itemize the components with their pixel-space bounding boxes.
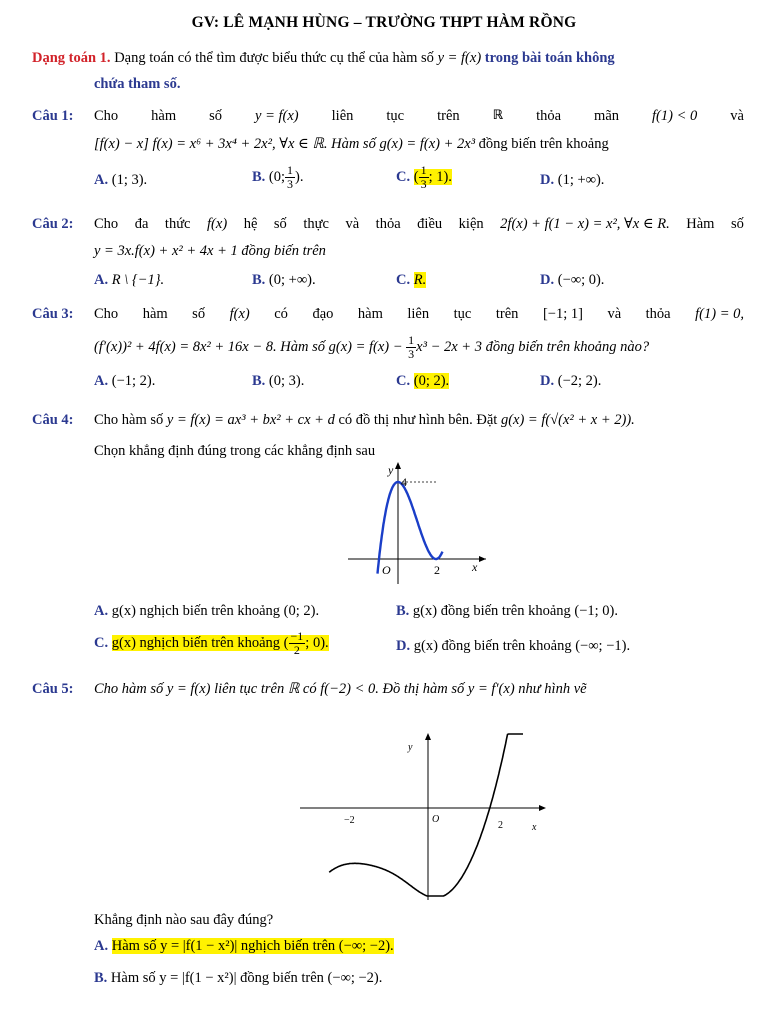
q1-line-2 [94, 136, 609, 153]
section-text-2: trong bài toán không [481, 50, 615, 66]
q4-line-1 [94, 412, 635, 429]
option-key: B. [252, 272, 266, 288]
q5-y-label: y [408, 742, 413, 753]
option-key: A. [94, 272, 109, 288]
q2-option-a[interactable] [94, 272, 164, 289]
denominator: 3 [287, 177, 294, 191]
option-text: (0; +∞). [268, 272, 316, 288]
q1-formula: y = f(x) [255, 108, 299, 124]
q3-option-a[interactable] [94, 373, 155, 390]
q1-word: liên [331, 108, 354, 124]
q4-tick-2: 2 [434, 563, 440, 577]
option-text: (−2; 2). [557, 373, 602, 389]
q2-word: số [273, 216, 287, 232]
q5-derivative-graph [300, 730, 550, 900]
numerator: 1 [408, 333, 415, 347]
option-key: C. [396, 272, 411, 288]
q1-label: Câu 1: [32, 108, 74, 124]
q1-equation: [f(x) − x] f(x) = x⁶ + 3x⁴ + 2x², ∀x ∈ ℝ. Hàm số [94, 136, 380, 152]
q1-real-set: ℝ [492, 108, 504, 123]
option-key: A. [94, 938, 109, 954]
option-text: Hàm số y = |f(1 − x²)| nghịch biến trên (−∞; −2). [111, 938, 394, 954]
q5-tick-neg2: −2 [344, 815, 355, 826]
q1-option-d[interactable] [540, 172, 604, 189]
q1-condition: f(1) < 0 [652, 108, 698, 124]
option-text: ; 1). [428, 168, 452, 185]
q2-word: số [730, 216, 744, 232]
q1-option-c[interactable] [396, 164, 452, 191]
q4-option-c[interactable] [94, 630, 329, 657]
q2-word: kiện [458, 216, 484, 232]
q3-word: đạo [312, 306, 334, 322]
q5-question: Khẳng định nào sau đây đúng? [94, 912, 274, 928]
q4-label: Câu 4: [32, 412, 74, 428]
q3-option-b[interactable] [252, 373, 304, 390]
option-text: R. [413, 272, 427, 288]
option-key: D. [396, 638, 411, 654]
section-title [32, 50, 615, 67]
option-key: D. [540, 172, 555, 188]
q3-label: Câu 3: [32, 306, 74, 322]
option-text: ; 0). [305, 634, 329, 651]
q1-word: trên [437, 108, 460, 124]
q1-word: số [209, 108, 223, 124]
page-header: GV: LÊ MẠNH HÙNG – TRƯỜNG THPT HÀM RỒNG [191, 14, 577, 31]
q1-line-1 [94, 108, 744, 125]
denominator: 3 [408, 347, 415, 361]
q5-option-b[interactable] [94, 970, 382, 987]
q3-option-c[interactable] [396, 373, 449, 390]
q2-word: hệ [243, 216, 258, 232]
q3-interval: [−1; 1] [542, 306, 583, 322]
option-text: g(x) đồng biến trên khoảng (−∞; −1). [413, 638, 631, 654]
q3-equation: (f′(x))² + 4f(x) = 8x² + 16x − 8. Hàm số g(x) = f(x) − [94, 338, 407, 355]
q4-option-b[interactable] [396, 603, 618, 620]
q3-text: x³ − 2x + 3 đồng biến trên khoảng nào? [416, 338, 650, 355]
option-text: Hàm số y = |f(1 − x²)| đồng biến trên (−∞; −2). [110, 970, 383, 986]
q2-word: Hàm [686, 216, 715, 232]
q3-word: hàm [357, 306, 383, 322]
q3-word: trên [495, 306, 519, 322]
q2-word: thức [164, 216, 191, 232]
q5-x-arrow-icon [539, 805, 546, 811]
q1-word: thỏa [536, 108, 562, 124]
option-text: ( [413, 168, 419, 185]
q3-line-1 [94, 306, 744, 323]
fraction [406, 334, 416, 361]
q2-option-c[interactable] [396, 272, 426, 289]
q4-x-label: x [472, 560, 478, 574]
option-text: (−∞; 0). [557, 272, 605, 288]
q2-option-b[interactable] [252, 272, 316, 289]
q1-option-b[interactable] [252, 164, 304, 191]
fraction [285, 164, 295, 191]
q5-line-1: Cho hàm số y = f(x) liên tục trên ℝ có f(−2) < 0. Đồ thị hàm số y = f′(x) như hình vẽ [94, 681, 587, 697]
q3-word: tục [453, 306, 472, 322]
numerator: −1 [290, 629, 304, 643]
q1-word: hàm [151, 108, 177, 124]
option-key: C. [396, 373, 411, 389]
q3-word: hàm [142, 306, 168, 322]
q2-word: Cho [94, 216, 119, 232]
option-text: g(x) nghịch biến trên khoảng (0; 2). [111, 603, 320, 619]
section-text-1: Dạng toán có thể tìm được biểu thức cụ thể của hàm số [110, 50, 438, 66]
option-text: g(x) nghịch biến trên khoảng ( [111, 634, 289, 651]
q2-word: thỏa [375, 216, 401, 232]
option-key: B. [396, 603, 410, 619]
q1-function-g: g(x) = f(x) + 2x³ [379, 136, 476, 152]
q5-origin-label: O [432, 814, 440, 825]
option-text: (1; +∞). [557, 172, 605, 188]
q5-derivative-curve [329, 734, 523, 896]
q4-y-label: y [388, 463, 394, 477]
q4-option-d[interactable] [396, 638, 630, 655]
q3-condition: f(1) = 0, [695, 306, 744, 322]
q4-x-arrow-icon [479, 556, 486, 562]
q4-cubic-graph [348, 460, 488, 585]
option-key: A. [94, 172, 109, 188]
q4-text: Cho hàm số [94, 412, 167, 428]
option-text: g(x) đồng biến trên khoảng (−1; 0). [412, 603, 619, 619]
q4-option-a[interactable] [94, 603, 319, 620]
q1-word: Cho [94, 108, 119, 124]
fraction [289, 630, 306, 657]
q2-line-1 [94, 216, 744, 233]
q3-word: Cho [94, 306, 119, 322]
q4-function: y = f(x) = ax³ + bx² + cx + d [166, 412, 335, 428]
q5-x-label: x [532, 822, 537, 833]
q2-word: và [345, 216, 360, 232]
q1-text: đồng biến trên khoảng [475, 136, 609, 152]
q3-word: và [607, 306, 622, 322]
section-label: Dạng toán 1. [32, 50, 111, 66]
q5-tick-2: 2 [498, 820, 503, 831]
option-key: D. [540, 272, 555, 288]
q3-option-d[interactable] [540, 373, 601, 390]
q4-line-2: Chọn khẳng định đúng trong các khẳng định sau [94, 443, 376, 459]
section-text-3: chứa tham số. [94, 76, 181, 92]
q3-word: có [274, 306, 288, 322]
q4-text: có đồ thị như hình bên. Đặt [334, 412, 501, 428]
q2-word: thực [303, 216, 329, 232]
option-text: (0; [268, 168, 286, 185]
q3-formula: f(x) [229, 306, 250, 322]
option-text: (1; 3). [111, 172, 148, 188]
q2-line-2: y = 3x.f(x) + x² + 4x + 1 đồng biến trên [94, 243, 326, 259]
q1-option-a[interactable] [94, 172, 147, 189]
option-key: A. [94, 373, 109, 389]
q2-label: Câu 2: [32, 216, 74, 232]
option-text: ). [295, 168, 304, 185]
q5-option-a[interactable] [94, 938, 394, 955]
option-key: B. [94, 970, 108, 986]
q3-word: thỏa [645, 306, 671, 322]
q3-line-2 [94, 334, 649, 361]
numerator: 1 [287, 163, 294, 177]
option-key: B. [252, 373, 266, 389]
denominator: 3 [420, 177, 427, 191]
q1-word: và [730, 108, 744, 124]
q1-word: tục [386, 108, 405, 124]
option-text: R \ {−1}. [111, 272, 165, 288]
option-key: D. [540, 373, 555, 389]
q4-max-label: 4 [401, 475, 407, 489]
q5-label: Câu 5: [32, 681, 74, 697]
option-key: B. [252, 168, 266, 185]
q2-word: điều [417, 216, 443, 232]
option-key: C. [94, 634, 109, 651]
q4-origin-label: O [382, 563, 391, 577]
numerator: 1 [420, 163, 427, 177]
option-key: A. [94, 603, 109, 619]
q3-word: liên [407, 306, 430, 322]
q4-cubic-curve [378, 482, 443, 574]
q4-function-g: g(x) = f(√(x² + x + 2)). [500, 412, 635, 428]
q5-y-arrow-icon [425, 733, 431, 740]
q2-condition: 2f(x) + f(1 − x) = x², ∀x ∈ R. [500, 216, 670, 232]
option-text: (0; 3). [268, 373, 305, 389]
q1-word: mãn [594, 108, 620, 124]
q3-word: số [192, 306, 206, 322]
q4-y-arrow-icon [395, 462, 401, 469]
denominator: 2 [293, 643, 300, 657]
option-text: (−1; 2). [111, 373, 156, 389]
q2-option-d[interactable] [540, 272, 604, 289]
q2-formula: f(x) [207, 216, 228, 232]
option-text: (0; 2). [413, 373, 450, 389]
section-formula: y = f(x) [437, 50, 482, 66]
fraction [419, 164, 429, 191]
option-key: C. [396, 168, 411, 185]
q2-word: đa [134, 216, 149, 232]
